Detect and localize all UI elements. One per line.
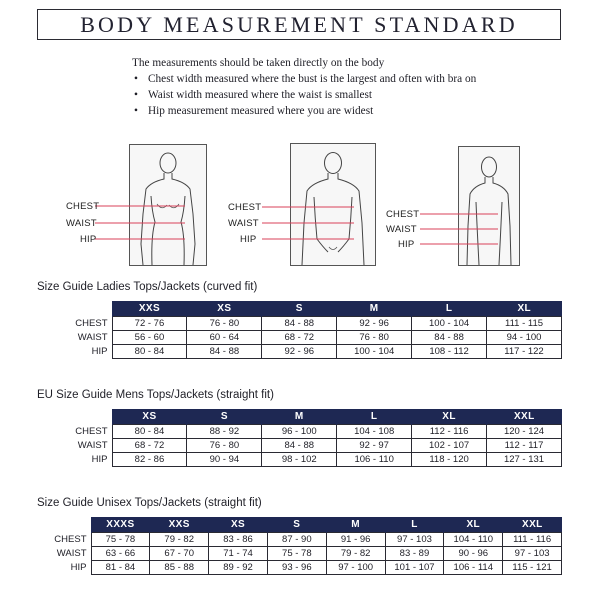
unisex-measure-lines [420,206,540,256]
row-label: WAIST [37,439,112,453]
row-label: HIP [37,453,112,467]
table-cell: 96 - 100 [262,425,337,439]
table-cell: 120 - 124 [487,425,562,439]
male-measure-lines [262,194,382,254]
table-row [37,317,562,331]
unisex-chest-label: CHEST [386,209,420,220]
size-header: XXXS [91,517,150,533]
female-measure-lines [95,195,215,255]
row-label: HIP [37,561,91,575]
ladies-table-title: Size Guide Ladies Tops/Jackets (curved fit) [37,281,258,293]
table-cell: 100 - 104 [412,317,487,331]
table-cell: 100 - 104 [337,345,412,359]
table-cell: 56 - 60 [112,331,187,345]
table-cell: 68 - 72 [262,331,337,345]
female-chest-label: CHEST [66,201,100,212]
size-header: XXS [150,517,209,533]
table-cell: 76 - 80 [187,439,262,453]
table-cell: 63 - 66 [91,547,150,561]
table-cell: 106 - 110 [337,453,412,467]
table-cell: 79 - 82 [326,547,385,561]
table-row [37,561,562,575]
table-header-row [37,517,562,533]
bullet-chest: • Chest width measured where the bust is the largest and often with bra on [132,71,562,87]
mens-table-title: EU Size Guide Mens Tops/Jackets (straight fit) [37,389,274,401]
table-cell: 98 - 102 [262,453,337,467]
row-label: CHEST [37,533,91,547]
table-cell: 85 - 88 [150,561,209,575]
row-label: CHEST [37,317,112,331]
size-header: L [412,301,487,317]
header-spacer [37,517,91,533]
bullet-waist: • Waist width measured where the waist is smallest [132,87,562,103]
female-waist-label: WAIST [66,218,97,229]
table-cell: 111 - 115 [487,317,562,331]
table-cell: 83 - 86 [209,533,268,547]
table-cell: 97 - 100 [326,561,385,575]
intro-text [132,55,562,119]
unisex-hip-label: HIP [398,239,415,250]
ladies-size-table [37,301,562,359]
table-cell: 80 - 84 [112,345,187,359]
size-header: XL [444,517,503,533]
table-cell: 84 - 88 [412,331,487,345]
table-cell: 81 - 84 [91,561,150,575]
table-cell: 112 - 116 [412,425,487,439]
table-cell: 88 - 92 [187,425,262,439]
unisex-table-title: Size Guide Unisex Tops/Jackets (straight fit) [37,497,262,509]
table-cell: 90 - 96 [444,547,503,561]
mens-size-table [37,409,562,467]
table-cell: 80 - 84 [112,425,187,439]
male-hip-label: HIP [240,234,257,245]
table-row [37,453,562,467]
table-cell: 97 - 103 [385,533,444,547]
table-cell: 79 - 82 [150,533,209,547]
table-cell: 92 - 96 [262,345,337,359]
page-title: BODY MEASUREMENT STANDARD [80,11,518,37]
bullet-hip: • Hip measurement measured where you are widest [132,103,562,119]
table-row [37,331,562,345]
row-label: WAIST [37,331,112,345]
table-cell: 92 - 96 [337,317,412,331]
header-spacer [37,301,112,317]
table-cell: 82 - 86 [112,453,187,467]
table-cell: 68 - 72 [112,439,187,453]
table-cell: 72 - 76 [112,317,187,331]
table-cell: 84 - 88 [187,345,262,359]
table-cell: 104 - 108 [337,425,412,439]
size-header: M [262,409,337,425]
size-header: L [385,517,444,533]
table-cell: 67 - 70 [150,547,209,561]
table-cell: 118 - 120 [412,453,487,467]
row-label: HIP [37,345,112,359]
size-header: XS [112,409,187,425]
table-row [37,425,562,439]
table-cell: 115 - 121 [503,561,562,575]
size-header: S [262,301,337,317]
table-row [37,345,562,359]
table-cell: 108 - 112 [412,345,487,359]
table-cell: 75 - 78 [267,547,326,561]
table-cell: 60 - 64 [187,331,262,345]
male-chest-label: CHEST [228,202,262,213]
table-cell: 97 - 103 [503,547,562,561]
table-cell: 75 - 78 [91,533,150,547]
header-spacer [37,409,112,425]
size-header: M [337,301,412,317]
size-header: S [187,409,262,425]
table-cell: 87 - 90 [267,533,326,547]
size-header: XXS [112,301,187,317]
table-cell: 106 - 114 [444,561,503,575]
table-cell: 112 - 117 [487,439,562,453]
table-cell: 84 - 88 [262,439,337,453]
table-cell: 76 - 80 [337,331,412,345]
size-header: XS [209,517,268,533]
table-cell: 104 - 110 [444,533,503,547]
size-header: XXL [487,409,562,425]
unisex-size-table [37,517,562,575]
size-header: L [337,409,412,425]
table-cell: 101 - 107 [385,561,444,575]
intro-bullets [132,71,562,119]
size-header: XL [412,409,487,425]
table-cell: 102 - 107 [412,439,487,453]
row-label: WAIST [37,547,91,561]
table-cell: 71 - 74 [209,547,268,561]
table-cell: 76 - 80 [187,317,262,331]
table-cell: 89 - 92 [209,561,268,575]
table-row [37,533,562,547]
title-box [37,9,561,40]
table-row [37,547,562,561]
table-cell: 93 - 96 [267,561,326,575]
unisex-waist-label: WAIST [386,224,417,235]
male-waist-label: WAIST [228,218,259,229]
size-header: M [326,517,385,533]
table-cell: 94 - 100 [487,331,562,345]
size-header: XXL [503,517,562,533]
table-cell: 117 - 122 [487,345,562,359]
female-hip-label: HIP [80,234,97,245]
row-label: CHEST [37,425,112,439]
intro-lead: The measurements should be taken directly on the body [132,57,385,69]
table-cell: 84 - 88 [262,317,337,331]
table-row [37,439,562,453]
table-cell: 92 - 97 [337,439,412,453]
table-cell: 111 - 116 [503,533,562,547]
size-header: S [267,517,326,533]
table-cell: 90 - 94 [187,453,262,467]
table-header-row [37,409,562,425]
table-cell: 83 - 89 [385,547,444,561]
table-cell: 127 - 131 [487,453,562,467]
table-cell: 91 - 96 [326,533,385,547]
size-header: XS [187,301,262,317]
table-header-row [37,301,562,317]
size-header: XL [487,301,562,317]
